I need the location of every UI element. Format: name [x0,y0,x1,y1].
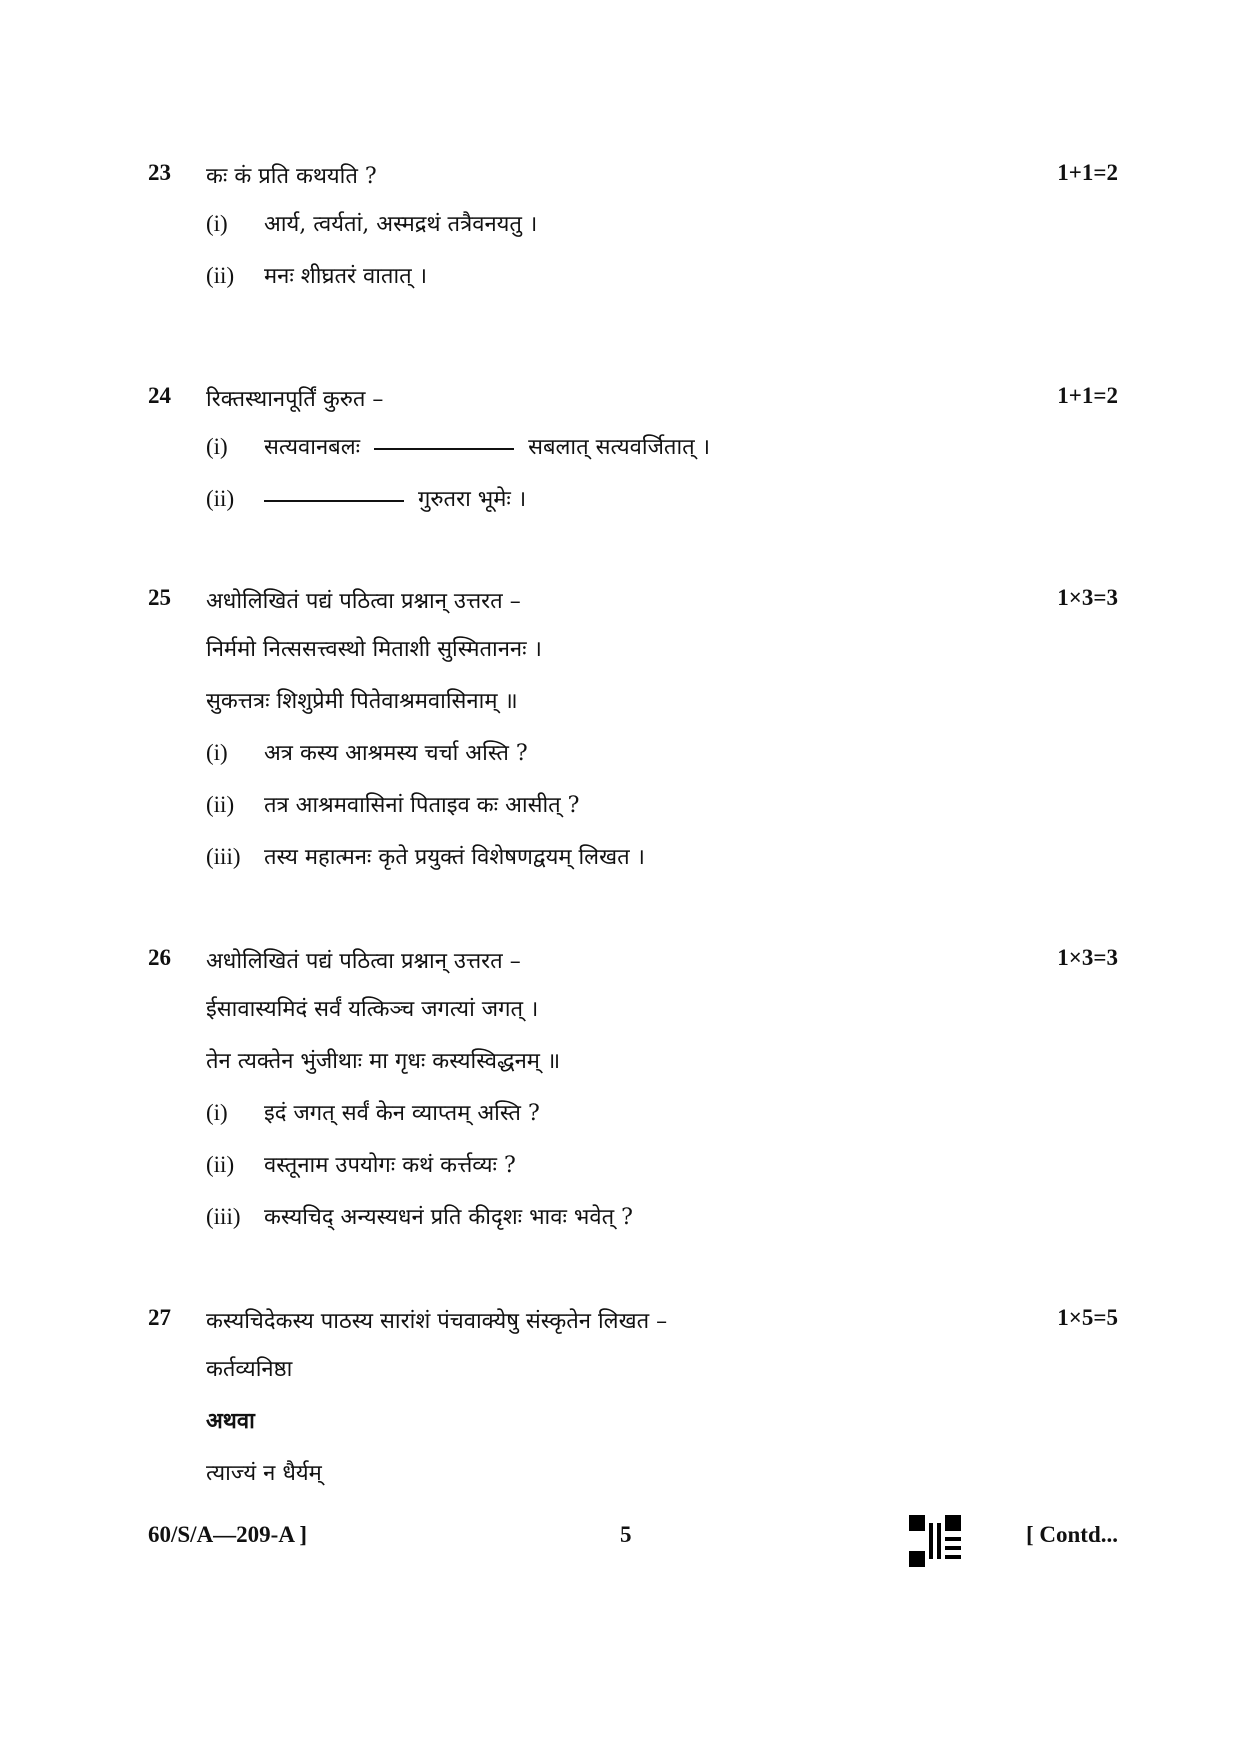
question-marks: 1×5=5 [1057,1305,1118,1330]
sub-question: (ii) वस्तूनाम उपयोगः कथं कर्त्तव्यः ? [206,1152,516,1178]
verse-line: तेन त्यक्तेन भुंजीथाः मा गृधः कस्यस्विद्धनम् ॥ [206,1049,561,1074]
paper-code: 60/S/A—209-A ] [148,1522,308,1547]
fill-blank [264,499,404,502]
sub-question: (ii) गुरुतरा भूमेः । [206,486,527,512]
sub-question: (i) आर्य, त्वर्यतां, अस्मद्रथं तत्रैवनयतु । [206,211,538,237]
or-label: अथवा [206,1408,255,1434]
sub-question: (i) सत्यवानबलः सबलात् सत्यवर्जितात् । [206,434,711,460]
question-27 [0,1305,1240,1509]
question-number: 23 [148,160,171,185]
page-footer [0,1522,1240,1562]
sub-question: (i) इदं जगत् सर्वं केन व्याप्तम् अस्ति ? [206,1100,540,1126]
qr-code-icon [908,1514,962,1568]
verse-line: सुकत्तत्रः शिशुप्रेमी पितेवाश्रमवासिनाम् ॥ [206,689,518,714]
question-marks: 1+1=2 [1057,160,1118,185]
question-text: रिक्तस्थानपूर्तिं कुरुत – [206,387,384,412]
sub-question: (iii) तस्य महात्मनः कृते प्रयुक्तं विशेषणद्वयम् लिखत । [206,844,645,870]
verse-line: निर्ममो नित्ससत्त्वस्थो मिताशी सुस्मिताननः । [206,637,542,662]
question-text: अधोलिखितं पद्यं पठित्वा प्रश्नान् उत्तरत – [206,589,521,614]
verse-line: ईसावास्यमिदं सर्वं यत्किञ्च जगत्यां जगत् । [206,997,539,1022]
question-25 [0,585,1240,893]
question-number: 27 [148,1305,171,1330]
question-text: अधोलिखितं पद्यं पठित्वा प्रश्नान् उत्तरत – [206,949,521,974]
question-26 [0,945,1240,1253]
question-text: कस्यचिदेकस्य पाठस्य सारांशं पंचवाक्येषु संस्कृतेन लिखत – [206,1309,668,1334]
fill-blank [374,447,514,450]
question-marks: 1×3=3 [1057,945,1118,970]
question-number: 25 [148,585,171,610]
topic-option-2: त्याज्यं न धैर्यम् [206,1461,322,1486]
sub-question: (iii) कस्यचिद् अन्यस्यधनं प्रति कीदृशः भावः भवेत् ? [206,1204,633,1230]
sub-question: (i) अत्र कस्य आश्रमस्य चर्चा अस्ति ? [206,740,528,766]
question-24 [0,383,1240,535]
question-text: कः कं प्रति कथयति ? [206,164,377,189]
question-23 [0,160,1240,312]
page-number: 5 [620,1522,632,1547]
sub-question: (ii) मनः शीघ्रतरं वातात् । [206,263,428,289]
question-number: 24 [148,383,171,408]
question-marks: 1+1=2 [1057,383,1118,408]
sub-question: (ii) तत्र आश्रमवासिनां पिताइव कः आसीत् ? [206,792,580,818]
question-number: 26 [148,945,171,970]
question-marks: 1×3=3 [1057,585,1118,610]
continued-label: [ Contd... [1025,1522,1118,1547]
topic-option-1: कर्तव्यनिष्ठा [206,1357,293,1382]
